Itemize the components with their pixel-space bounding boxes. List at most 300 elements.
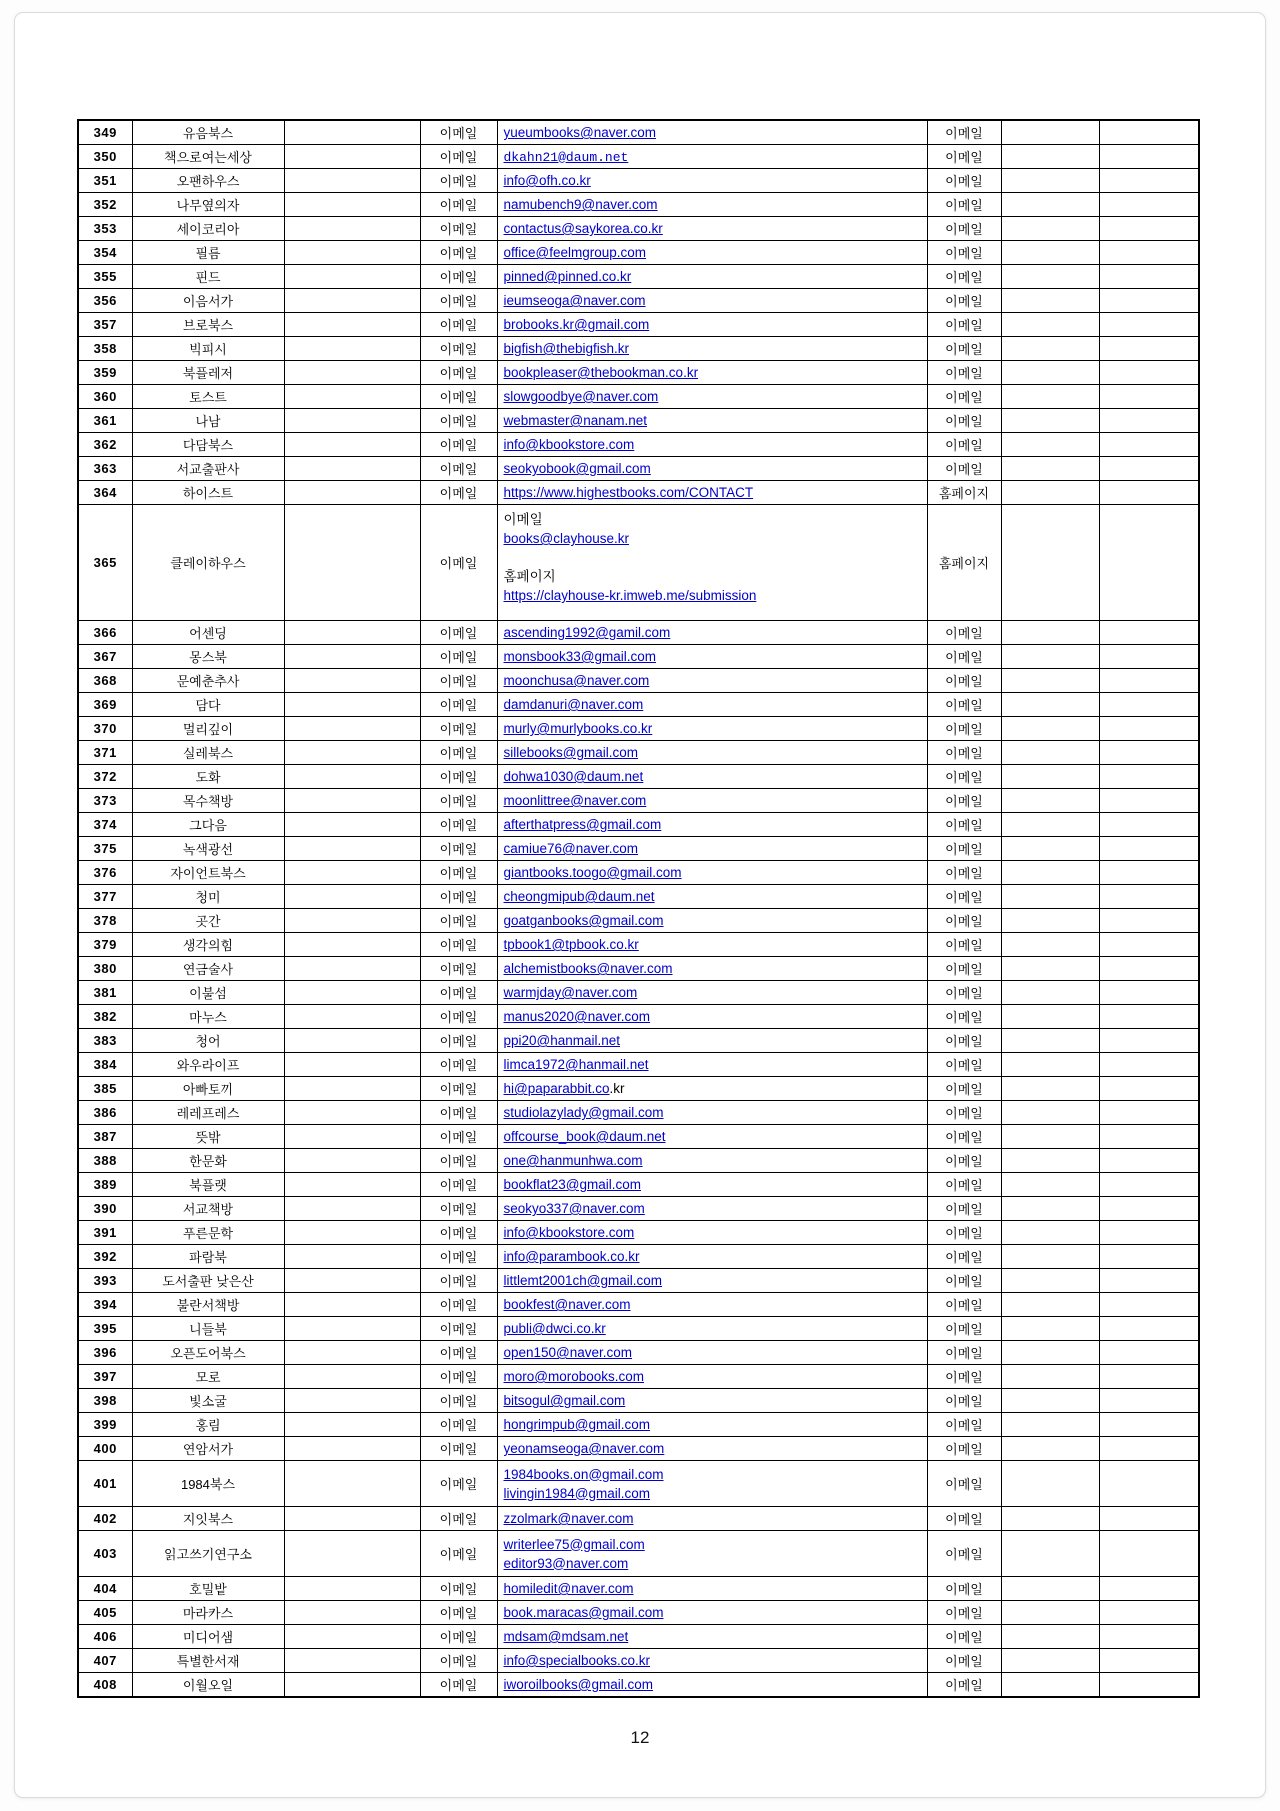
contact-field-label: 이메일 [420, 669, 497, 693]
email-link[interactable]: sillebooks@gmail.com [503, 745, 638, 760]
row-number-cell: 388 [78, 1149, 132, 1173]
email-link[interactable]: afterthatpress@gmail.com [503, 817, 662, 832]
notes-cell [284, 717, 420, 741]
contact-value-cell [497, 957, 927, 981]
contact-line [504, 1271, 923, 1290]
table-row [78, 289, 1199, 313]
extra-cell-1 [1001, 741, 1099, 765]
email-link[interactable]: murly@murlybooks.co.kr [503, 721, 653, 736]
publisher-name-cell: 홍림 [132, 1413, 284, 1437]
url-link[interactable]: https://clayhouse-kr.imweb.me/submission [503, 588, 757, 603]
email-link[interactable]: ppi20@hanmail.net [503, 1033, 621, 1048]
extra-cell-2 [1099, 1531, 1199, 1577]
email-link[interactable]: bookpleaser@thebookman.co.kr [503, 365, 699, 380]
email-link[interactable]: iworoilbooks@gmail.com [503, 1677, 654, 1692]
notes-cell [284, 789, 420, 813]
email-link[interactable]: publi@dwci.co.kr [503, 1321, 606, 1336]
contact-type-label: 이메일 [927, 1673, 1001, 1698]
extra-cell-2 [1099, 957, 1199, 981]
contact-type-label: 이메일 [927, 717, 1001, 741]
contact-value-cell [497, 1149, 927, 1173]
email-link[interactable]: contactus@saykorea.co.kr [503, 221, 663, 236]
contact-line [504, 791, 923, 810]
publisher-name-cell: 서교책방 [132, 1197, 284, 1221]
contact-type-label: 이메일 [927, 1221, 1001, 1245]
notes-cell [284, 433, 420, 457]
table-row [78, 621, 1199, 645]
contact-plain-text: .kr [609, 1081, 625, 1096]
contact-line [504, 767, 923, 786]
contact-field-label: 이메일 [420, 1101, 497, 1125]
publisher-name-cell: 니들북 [132, 1317, 284, 1341]
row-number-cell: 352 [78, 193, 132, 217]
publisher-name-cell: 읽고쓰기연구소 [132, 1531, 284, 1577]
email-link[interactable]: mdsam@mdsam.net [503, 1629, 629, 1644]
contact-field-label: 이메일 [420, 813, 497, 837]
table-row [78, 885, 1199, 909]
contact-value-cell [497, 457, 927, 481]
extra-cell-2 [1099, 1389, 1199, 1413]
contact-line [504, 623, 923, 642]
email-link[interactable]: bitsogul@gmail.com [503, 1393, 626, 1408]
publisher-name-cell: 다담북스 [132, 433, 284, 457]
email-link[interactable]: yueumbooks@naver.com [503, 125, 657, 140]
contact-line [504, 267, 923, 286]
email-link[interactable]: bigfish@thebigfish.kr [503, 341, 630, 356]
row-number-cell: 384 [78, 1053, 132, 1077]
email-link[interactable]: ascending1992@gamil.com [503, 625, 671, 640]
email-link[interactable]: info@specialbooks.co.kr [503, 1653, 651, 1668]
contact-type-label: 이메일 [927, 1029, 1001, 1053]
extra-cell-1 [1001, 1077, 1099, 1101]
notes-cell [284, 1341, 420, 1365]
email-link[interactable]: seokyo337@naver.com [503, 1201, 645, 1216]
table-row [78, 789, 1199, 813]
extra-cell-2 [1099, 409, 1199, 433]
email-link[interactable]: info@kbookstore.com [503, 437, 635, 452]
contact-type-label: 이메일 [927, 1413, 1001, 1437]
contact-line [504, 586, 923, 605]
url-link[interactable]: https://www.highestbooks.com/CONTACT [503, 485, 754, 500]
extra-cell-2 [1099, 505, 1199, 621]
publisher-name-cell: 서교출판사 [132, 457, 284, 481]
table-row [78, 1437, 1199, 1461]
extra-cell-2 [1099, 1029, 1199, 1053]
table-row [78, 337, 1199, 361]
row-number-cell: 389 [78, 1173, 132, 1197]
publisher-name-cell: 뜻밖 [132, 1125, 284, 1149]
notes-cell [284, 457, 420, 481]
contact-field-label: 이메일 [420, 1173, 497, 1197]
contact-line [504, 863, 923, 882]
table-row [78, 1101, 1199, 1125]
contact-line [504, 363, 923, 382]
table-row [78, 1293, 1199, 1317]
row-number-cell: 375 [78, 837, 132, 861]
contact-value-cell [497, 289, 927, 313]
contact-type-label: 이메일 [927, 1365, 1001, 1389]
publisher-name-cell: 실레북스 [132, 741, 284, 765]
email-link[interactable]: offcourse_book@daum.net [503, 1129, 666, 1144]
publisher-name-cell: 필름 [132, 241, 284, 265]
publisher-name-cell: 빅피시 [132, 337, 284, 361]
extra-cell-2 [1099, 1197, 1199, 1221]
email-link[interactable]: brobooks.kr@gmail.com [503, 317, 650, 332]
contact-field-label: 이메일 [420, 645, 497, 669]
publisher-name-cell: 오픈도어북스 [132, 1341, 284, 1365]
email-link[interactable]: hi@paparabbit.co [503, 1081, 610, 1096]
extra-cell-2 [1099, 1601, 1199, 1625]
contact-line [504, 1439, 923, 1458]
email-link[interactable]: manus2020@naver.com [503, 1009, 651, 1024]
row-number-cell: 372 [78, 765, 132, 789]
extra-cell-1 [1001, 1389, 1099, 1413]
row-number-cell: 378 [78, 909, 132, 933]
email-link[interactable]: writerlee75@gmail.com [503, 1536, 645, 1552]
email-link[interactable]: bookfest@naver.com [503, 1297, 631, 1312]
contact-line [504, 1199, 923, 1218]
contact-field-label: 이메일 [420, 1245, 497, 1269]
email-link[interactable]: info@parambook.co.kr [503, 1249, 640, 1264]
email-link[interactable]: seokyobook@gmail.com [503, 461, 651, 476]
contact-line [504, 1484, 923, 1503]
email-link[interactable]: tpbook1@tpbook.co.kr [503, 937, 639, 952]
contact-type-label: 이메일 [927, 861, 1001, 885]
publisher-name-cell: 클레이하우스 [132, 505, 284, 621]
contact-field-label: 이메일 [420, 1005, 497, 1029]
email-link[interactable]: namubench9@naver.com [503, 197, 658, 212]
email-link[interactable]: books@clayhouse.kr [503, 531, 630, 546]
contact-type-label: 이메일 [927, 409, 1001, 433]
contact-value-cell [497, 1029, 927, 1053]
email-link[interactable]: dohwa1030@daum.net [503, 769, 644, 784]
extra-cell-1 [1001, 1125, 1099, 1149]
email-link[interactable]: damdanuri@naver.com [503, 697, 644, 712]
contact-value-cell [497, 669, 927, 693]
extra-cell-1 [1001, 145, 1099, 169]
email-link[interactable]: warmjday@naver.com [503, 985, 638, 1000]
publisher-name-cell: 북플레저 [132, 361, 284, 385]
contact-type-label: 이메일 [927, 1601, 1001, 1625]
row-number-cell: 371 [78, 741, 132, 765]
extra-cell-2 [1099, 1293, 1199, 1317]
row-number-cell: 373 [78, 789, 132, 813]
notes-cell [284, 1005, 420, 1029]
extra-cell-1 [1001, 861, 1099, 885]
table-row [78, 481, 1199, 505]
notes-cell [284, 1269, 420, 1293]
extra-cell-2 [1099, 241, 1199, 265]
email-link[interactable]: yeonamseoga@naver.com [503, 1441, 665, 1456]
row-number-cell: 359 [78, 361, 132, 385]
email-link[interactable]: giantbooks.toogo@gmail.com [503, 865, 682, 880]
extra-cell-2 [1099, 813, 1199, 837]
extra-cell-2 [1099, 1437, 1199, 1461]
email-link[interactable]: hongrimpub@gmail.com [503, 1417, 651, 1432]
contact-line [504, 1055, 923, 1074]
table-row [78, 193, 1199, 217]
email-link[interactable]: ieumseoga@naver.com [503, 293, 646, 308]
contact-line [504, 1465, 923, 1484]
extra-cell-1 [1001, 1601, 1099, 1625]
email-link[interactable]: camiue76@naver.com [503, 841, 639, 856]
table-row [78, 409, 1199, 433]
contact-line [504, 483, 923, 502]
contact-field-label: 이메일 [420, 621, 497, 645]
email-link[interactable]: one@hanmunhwa.com [503, 1153, 643, 1168]
row-number-cell: 377 [78, 885, 132, 909]
contact-line [504, 647, 923, 666]
contact-line [504, 1151, 923, 1170]
extra-cell-2 [1099, 741, 1199, 765]
contact-field-label: 이메일 [420, 885, 497, 909]
extra-cell-2 [1099, 1125, 1199, 1149]
email-link[interactable]: book.maracas@gmail.com [503, 1605, 664, 1620]
row-number-cell: 364 [78, 481, 132, 505]
row-number-cell: 349 [78, 120, 132, 145]
extra-cell-1 [1001, 1149, 1099, 1173]
email-link[interactable]: slowgoodbye@naver.com [503, 389, 659, 404]
page-number: 12 [630, 1728, 650, 1747]
contact-type-label: 이메일 [927, 433, 1001, 457]
contact-line [504, 147, 923, 167]
publisher-name-cell: 유음북스 [132, 120, 284, 145]
table-row [78, 1673, 1199, 1698]
contact-line [504, 959, 923, 978]
extra-cell-2 [1099, 1365, 1199, 1389]
row-number-cell: 399 [78, 1413, 132, 1437]
email-link[interactable]: livingin1984@gmail.com [503, 1485, 651, 1501]
contact-field-label: 이메일 [420, 337, 497, 361]
extra-cell-1 [1001, 957, 1099, 981]
publisher-name-cell: 생각의힘 [132, 933, 284, 957]
extra-cell-2 [1099, 1317, 1199, 1341]
notes-cell [284, 217, 420, 241]
table-row [78, 385, 1199, 409]
notes-cell [284, 981, 420, 1005]
contact-line [504, 1675, 923, 1694]
row-number-cell: 401 [78, 1461, 132, 1507]
table-row [78, 1221, 1199, 1245]
notes-cell [284, 1531, 420, 1577]
row-number-cell: 385 [78, 1077, 132, 1101]
extra-cell-1 [1001, 289, 1099, 313]
contact-type-label: 이메일 [927, 693, 1001, 717]
contact-value-cell [497, 505, 927, 621]
contact-type-label: 이메일 [927, 337, 1001, 361]
extra-cell-2 [1099, 361, 1199, 385]
publisher-name-cell: 특별한서재 [132, 1649, 284, 1673]
email-link[interactable]: 1984books.on@gmail.com [503, 1466, 664, 1482]
row-number-cell: 350 [78, 145, 132, 169]
contact-field-label: 이메일 [420, 1221, 497, 1245]
contact-value-cell [497, 241, 927, 265]
publisher-name-cell: 마라카스 [132, 1601, 284, 1625]
email-link[interactable]: alchemistbooks@naver.com [503, 961, 673, 976]
extra-cell-1 [1001, 1365, 1099, 1389]
extra-cell-1 [1001, 1269, 1099, 1293]
publisher-name-cell: 세이코리아 [132, 217, 284, 241]
extra-cell-2 [1099, 861, 1199, 885]
publisher-name-cell: 청미 [132, 885, 284, 909]
email-link[interactable]: monsbook33@gmail.com [503, 649, 657, 664]
publisher-name-cell: 목수책방 [132, 789, 284, 813]
contact-field-label: 이메일 [420, 1507, 497, 1531]
email-link[interactable]: zzolmark@naver.com [503, 1511, 634, 1526]
contact-line [504, 983, 923, 1002]
contact-field-label: 이메일 [420, 409, 497, 433]
notes-cell [284, 1673, 420, 1698]
contact-plain-text: 홈페이지 [503, 569, 556, 584]
contact-field-label: 이메일 [420, 1649, 497, 1673]
email-link[interactable]: moonchusa@naver.com [503, 673, 650, 688]
row-number-cell: 400 [78, 1437, 132, 1461]
email-link[interactable]: bookflat23@gmail.com [503, 1177, 642, 1192]
contact-field-label: 이메일 [420, 457, 497, 481]
extra-cell-2 [1099, 1269, 1199, 1293]
extra-cell-2 [1099, 385, 1199, 409]
contact-value-cell [497, 1413, 927, 1437]
contact-value-cell [497, 361, 927, 385]
contact-value-cell [497, 741, 927, 765]
extra-cell-1 [1001, 169, 1099, 193]
extra-cell-1 [1001, 1293, 1099, 1317]
email-link[interactable]: info@ofh.co.kr [503, 173, 591, 188]
publisher-name-cell: 지잇북스 [132, 1507, 284, 1531]
notes-cell [284, 1577, 420, 1601]
extra-cell-1 [1001, 481, 1099, 505]
email-link[interactable]: moro@morobooks.com [503, 1369, 644, 1384]
contact-field-label: 이메일 [420, 505, 497, 621]
contact-line [504, 1247, 923, 1266]
table-row [78, 1531, 1199, 1577]
email-link[interactable]: studiolazylady@gmail.com [503, 1105, 664, 1120]
contact-value-cell [497, 933, 927, 957]
extra-cell-1 [1001, 1221, 1099, 1245]
row-number-cell: 365 [78, 505, 132, 621]
contact-line [504, 1103, 923, 1122]
contact-line [504, 411, 923, 430]
contact-field-label: 이메일 [420, 1437, 497, 1461]
publisher-name-cell: 몽스북 [132, 645, 284, 669]
publisher-contact-table [77, 119, 1200, 1698]
email-link[interactable]: dkahn21@daum.net [503, 149, 629, 165]
contact-type-label: 이메일 [927, 1173, 1001, 1197]
publisher-name-cell: 곳간 [132, 909, 284, 933]
email-link[interactable]: info@kbookstore.com [503, 1225, 635, 1240]
notes-cell [284, 1149, 420, 1173]
contact-field-label: 이메일 [420, 1053, 497, 1077]
contact-field-label: 이메일 [420, 957, 497, 981]
contact-line [504, 1579, 923, 1598]
row-number-cell: 361 [78, 409, 132, 433]
contact-field-label: 이메일 [420, 289, 497, 313]
row-number-cell: 376 [78, 861, 132, 885]
contact-value-cell [497, 1317, 927, 1341]
notes-cell [284, 1437, 420, 1461]
extra-cell-2 [1099, 981, 1199, 1005]
contact-line [504, 887, 923, 906]
contact-line [504, 510, 923, 529]
extra-cell-1 [1001, 933, 1099, 957]
contact-type-label: 홈페이지 [927, 481, 1001, 505]
row-number-cell: 379 [78, 933, 132, 957]
extra-cell-2 [1099, 289, 1199, 313]
notes-cell [284, 1461, 420, 1507]
contact-value-cell [497, 981, 927, 1005]
table-row [78, 1341, 1199, 1365]
contact-line [504, 529, 923, 548]
row-number-cell: 383 [78, 1029, 132, 1053]
email-link[interactable]: webmaster@nanam.net [503, 413, 648, 428]
email-link[interactable]: limca1972@hanmail.net [503, 1057, 649, 1072]
publisher-name-cell: 담다 [132, 693, 284, 717]
contact-field-label: 이메일 [420, 1293, 497, 1317]
row-number-cell: 358 [78, 337, 132, 361]
email-link[interactable]: office@feelmgroup.com [503, 245, 647, 260]
email-link[interactable]: moonlittree@naver.com [503, 793, 647, 808]
notes-cell [284, 741, 420, 765]
contact-line [504, 195, 923, 214]
notes-cell [284, 1293, 420, 1317]
notes-cell [284, 933, 420, 957]
row-number-cell: 395 [78, 1317, 132, 1341]
contact-line [504, 1627, 923, 1646]
contact-type-label: 이메일 [927, 1293, 1001, 1317]
extra-cell-1 [1001, 981, 1099, 1005]
email-link[interactable]: goatganbooks@gmail.com [503, 913, 664, 928]
email-link[interactable]: editor93@naver.com [503, 1555, 629, 1571]
notes-cell [284, 265, 420, 289]
email-link[interactable]: pinned@pinned.co.kr [503, 269, 632, 284]
contact-value-cell [497, 813, 927, 837]
contact-field-label: 이메일 [420, 1125, 497, 1149]
email-link[interactable]: open150@naver.com [503, 1345, 633, 1360]
extra-cell-2 [1099, 1101, 1199, 1125]
table-row [78, 1317, 1199, 1341]
contact-type-label: 이메일 [927, 1649, 1001, 1673]
publisher-name-cell: 아빠토끼 [132, 1077, 284, 1101]
contact-line [504, 1415, 923, 1434]
extra-cell-2 [1099, 909, 1199, 933]
contact-type-label: 이메일 [927, 1577, 1001, 1601]
email-link[interactable]: homiledit@naver.com [503, 1581, 634, 1596]
contact-value-cell [497, 621, 927, 645]
notes-cell [284, 1053, 420, 1077]
extra-cell-1 [1001, 1029, 1099, 1053]
contact-type-label: 이메일 [927, 1149, 1001, 1173]
contact-type-label: 이메일 [927, 957, 1001, 981]
contact-line [504, 243, 923, 262]
document-page [14, 12, 1266, 1798]
contact-line [504, 1554, 923, 1573]
table-row [78, 1577, 1199, 1601]
contact-value-cell [497, 765, 927, 789]
email-link[interactable]: cheongmipub@daum.net [503, 889, 655, 904]
contact-type-label: 이메일 [927, 241, 1001, 265]
contact-line [504, 548, 923, 567]
extra-cell-1 [1001, 645, 1099, 669]
extra-cell-2 [1099, 837, 1199, 861]
extra-cell-1 [1001, 1317, 1099, 1341]
extra-cell-1 [1001, 1005, 1099, 1029]
notes-cell [284, 409, 420, 433]
table-row [78, 1173, 1199, 1197]
email-link[interactable]: littlemt2001ch@gmail.com [503, 1273, 663, 1288]
contact-line [504, 695, 923, 714]
row-number-cell: 381 [78, 981, 132, 1005]
contact-field-label: 이메일 [420, 265, 497, 289]
